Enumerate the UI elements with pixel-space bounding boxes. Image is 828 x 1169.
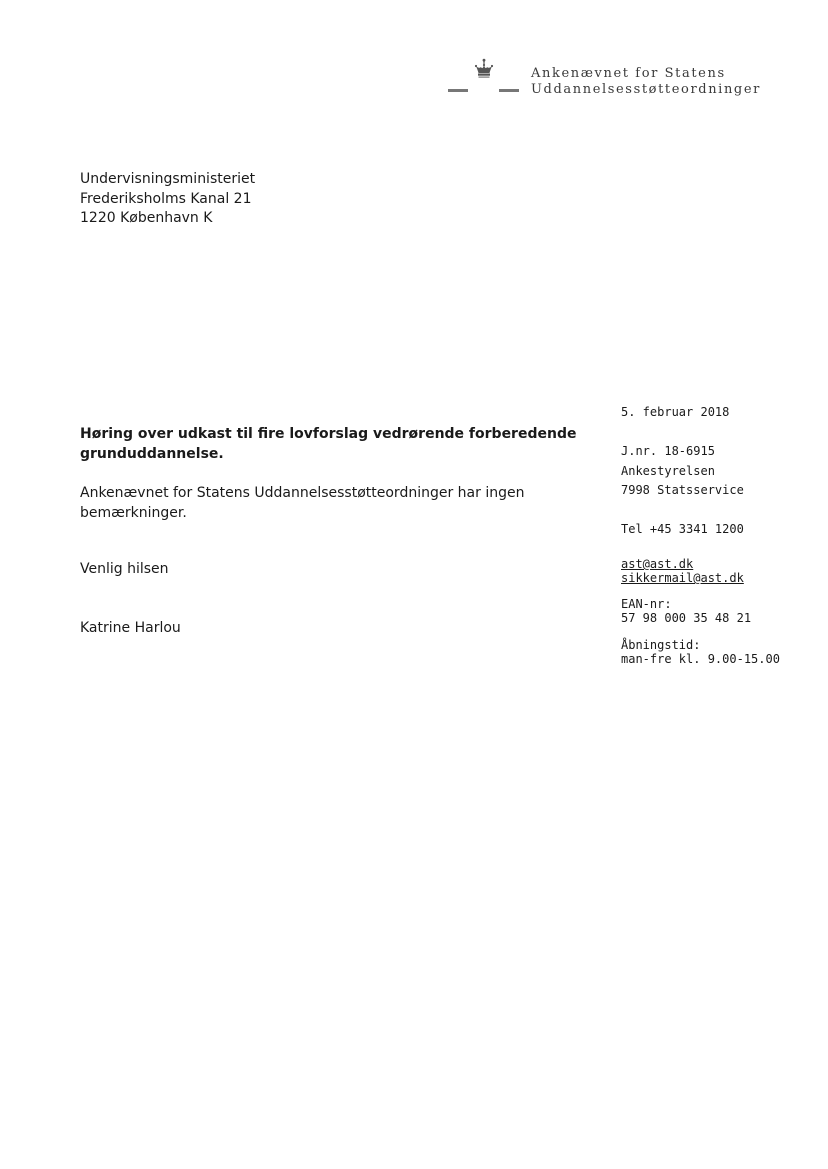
sidebar-ean-value: 57 98 000 35 48 21 xyxy=(621,611,752,625)
sidebar-hours-label: Åbningstid: xyxy=(621,638,701,652)
sidebar-journal-number: J.nr. 18-6915 xyxy=(621,444,715,458)
recipient-address xyxy=(80,170,255,229)
recipient-name: Undervisningsministeriet xyxy=(80,171,256,187)
letter-signature: Katrine Harlou xyxy=(80,620,181,636)
letter-body: Ankenævnet for Statens Uddannelsesstøtteordninger har ingen bemærkninger. xyxy=(80,485,525,521)
letterhead xyxy=(448,58,808,102)
letter-subject: Høring over udkast til fire lovforslag vedrørende forberedende grunduddannelse. xyxy=(80,426,577,462)
sidebar-email xyxy=(621,557,693,572)
recipient-city: 1220 København K xyxy=(80,210,213,226)
letter-greeting: Venlig hilsen xyxy=(80,561,169,577)
letterhead-org-line-2: Uddannelsesstøtteordninger xyxy=(531,82,761,97)
sidebar-postal: 7998 Statsservice xyxy=(621,483,744,497)
sidebar-hours-value: man-fre kl. 9.00-15.00 xyxy=(621,652,780,666)
sidebar-ean-label: EAN-nr: xyxy=(621,597,672,611)
sidebar-agency: Ankestyrelsen xyxy=(621,464,715,478)
secure-email-link[interactable]: sikkermail@ast.dk xyxy=(621,571,744,585)
recipient-street: Frederiksholms Kanal 21 xyxy=(80,190,252,207)
email-link[interactable]: ast@ast.dk xyxy=(621,557,694,571)
sidebar-phone: Tel +45 3341 1200 xyxy=(621,522,744,536)
letterhead-org-line-1: Ankenævnet for Statens xyxy=(531,66,726,81)
sidebar-secure-email xyxy=(621,571,744,586)
crown-icon xyxy=(473,58,495,80)
sidebar-date: 5. februar 2018 xyxy=(621,405,730,419)
letterhead-rule-right xyxy=(499,89,519,92)
letterhead-rule-left xyxy=(448,89,468,92)
